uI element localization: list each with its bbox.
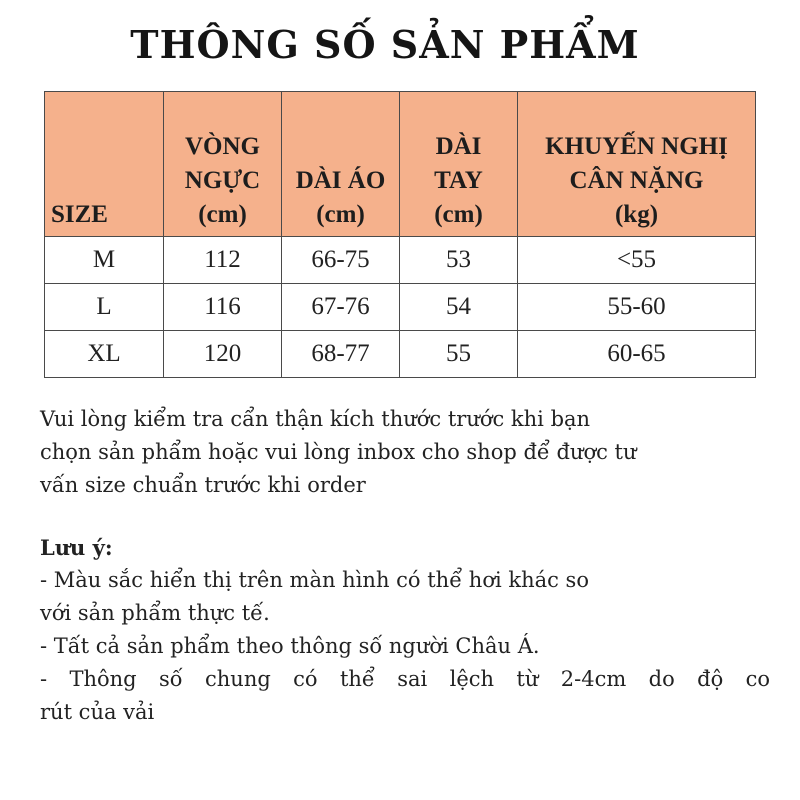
size-chart-table xyxy=(44,91,756,378)
intro-line: chọn sản phẩm hoặc vui lòng inbox cho shop để được tư xyxy=(40,440,637,464)
table-row xyxy=(45,237,756,284)
cell-sleeve: 53 xyxy=(400,237,518,284)
cell-sleeve: 54 xyxy=(400,284,518,331)
cell-weight: <55 xyxy=(518,237,756,284)
cell-chest: 112 xyxy=(164,237,282,284)
header-weight xyxy=(518,92,756,237)
table-header-row xyxy=(45,92,756,237)
note-line: - Màu sắc hiển thị trên màn hình có thể hơi khác so xyxy=(40,568,589,592)
table-row xyxy=(45,284,756,331)
cell-weight: 60-65 xyxy=(518,331,756,378)
note-line: với sản phẩm thực tế. xyxy=(40,601,270,625)
cell-weight: 55-60 xyxy=(518,284,756,331)
page-title: THÔNG SỐ SẢN PHẨM xyxy=(130,22,640,67)
cell-length: 67-76 xyxy=(282,284,400,331)
header-length xyxy=(282,92,400,237)
header-line: VÒNG xyxy=(185,133,260,160)
note-line: - Tất cả sản phẩm theo thông số người Châu Á. xyxy=(40,634,540,658)
header-line: CÂN NẶNG xyxy=(569,167,704,194)
note-line: - Thông số chung có thể sai lệch từ 2-4cm do độ co xyxy=(40,667,770,691)
header-line: (cm) xyxy=(316,201,365,228)
header-line: DÀI xyxy=(435,133,482,160)
cell-chest: 116 xyxy=(164,284,282,331)
header-line: NGỰC xyxy=(184,167,261,194)
header-line: KHUYẾN NGHỊ xyxy=(545,133,728,160)
intro-paragraph xyxy=(40,403,770,502)
header-size xyxy=(45,92,164,237)
notes-section xyxy=(40,531,770,729)
intro-line: vấn size chuẩn trước khi order xyxy=(40,473,366,497)
table-row xyxy=(45,331,756,378)
header-sleeve xyxy=(400,92,518,237)
header-line: TAY xyxy=(434,167,483,194)
intro-line: Vui lòng kiểm tra cẩn thận kích thước trước khi bạn xyxy=(40,407,591,431)
header-line: (kg) xyxy=(614,201,659,228)
note-line: rút của vải xyxy=(40,700,155,724)
header-line: (cm) xyxy=(198,201,247,228)
cell-size: L xyxy=(45,284,164,331)
cell-length: 68-77 xyxy=(282,331,400,378)
cell-chest: 120 xyxy=(164,331,282,378)
cell-size: XL xyxy=(45,331,164,378)
cell-size: M xyxy=(45,237,164,284)
header-line: (cm) xyxy=(434,201,483,228)
notes-title: Lưu ý: xyxy=(40,535,113,560)
cell-sleeve: 55 xyxy=(400,331,518,378)
header-line: DÀI ÁO xyxy=(295,167,386,194)
cell-length: 66-75 xyxy=(282,237,400,284)
header-chest xyxy=(164,92,282,237)
header-line: SIZE xyxy=(51,201,108,228)
